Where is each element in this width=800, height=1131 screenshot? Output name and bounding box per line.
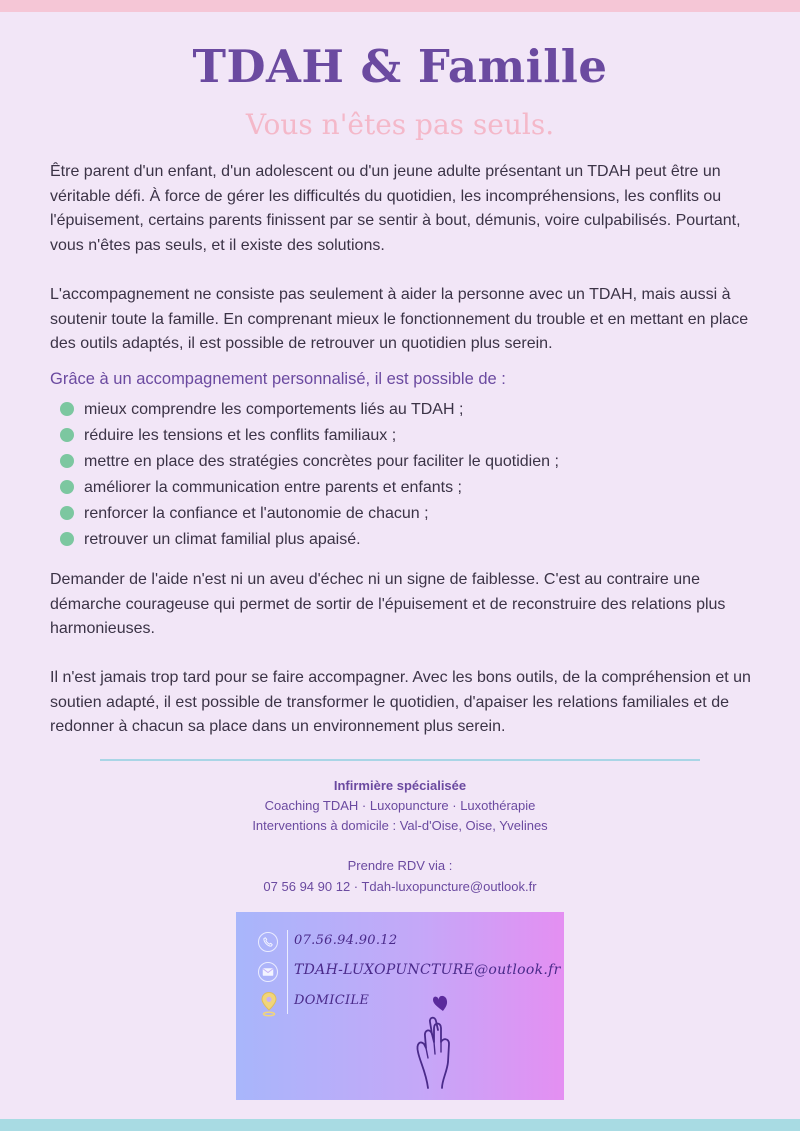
bullet-dot-icon [60,428,74,442]
benefits-list [60,397,559,553]
footer-role: Infirmière spécialisée [333,778,467,793]
mail-icon [258,962,278,982]
page-subtitle: Vous n'êtes pas seuls. [245,108,555,141]
bullet-dot-icon [60,402,74,416]
finger-heart-hand-icon [408,992,464,1090]
section-divider [100,759,700,761]
list-item-text: réduire les tensions et les conflits familiaux ; [84,427,397,444]
contact-card [236,912,564,1100]
bullet-dot-icon [60,454,74,468]
list-item [60,501,559,527]
list-item [60,475,559,501]
list-item-text: retrouver un climat familial plus apaisé. [84,531,361,548]
bullet-dot-icon [60,480,74,494]
card-location: DOMICILE [294,993,370,1008]
location-pin-icon [260,991,278,1017]
footer-services: Coaching TDAH · Luxopuncture · Luxothérapie [264,798,536,813]
bullet-dot-icon [60,532,74,546]
card-email: TDAH-LUXOPUNCTURE@outlook.fr [294,962,561,978]
help-paragraph: Demander de l'aide n'est ni un aveu d'échec ni un signe de faiblesse. C'est au contraire une démarche courageuse qui permet de sortir de l'épuisement et de reconstruire des relations plus harmonieuses. [50,571,726,637]
list-item [60,449,559,475]
footer-area: Interventions à domicile : Val-d'Oise, Oise, Yvelines [252,818,548,833]
list-item-text: améliorer la communication entre parents et enfants ; [84,479,462,496]
benefits-lead: Grâce à un accompagnement personnalisé, il est possible de : [50,370,506,388]
closing-paragraph: Il n'est jamais trop tard pour se faire accompagner. Avec les bons outils, de la compréhension et un soutien adapté, il est possible de transformer le quotidien, d'apaiser les relations familiales et de redonner à chacun sa place dans un environnement plus serein. [50,669,751,735]
top-color-band [0,0,800,12]
footer-rdv-label: Prendre RDV via : [347,858,453,873]
card-phone: 07.56.94.90.12 [294,933,398,948]
list-item [60,527,559,553]
list-item [60,397,559,423]
page-title: TDAH & Famille [192,40,608,93]
phone-icon [258,932,278,952]
list-item-text: renforcer la confiance et l'autonomie de chacun ; [84,505,429,522]
list-item-text: mieux comprendre les comportements liés au TDAH ; [84,401,464,418]
list-item [60,423,559,449]
bottom-color-band [0,1119,800,1131]
list-item-text: mettre en place des stratégies concrètes pour faciliter le quotidien ; [84,453,559,470]
card-divider [287,930,288,1014]
bullet-dot-icon [60,506,74,520]
intro-paragraph: Être parent d'un enfant, d'un adolescent ou d'un jeune adulte présentant un TDAH peut être un véritable défi. À force de gérer les difficultés du quotidien, les incompréhensions, les conflits ou l'épuisement, certains parents finissent par se sentir à bout, démunis, voire culpabilisés. Pourtant, vous n'êtes pas seuls, et il existe des solutions. [50,163,741,254]
support-paragraph: L'accompagnement ne consiste pas seulement à aider la personne avec un TDAH, mais aussi à soutenir toute la famille. En comprenant mieux le fonctionnement du trouble et en mettant en place des outils adaptés, il est possible de retrouver un quotidien plus serein. [50,286,749,352]
footer-contact: 07 56 94 90 12 · Tdah-luxopuncture@outlook.fr [263,879,537,894]
